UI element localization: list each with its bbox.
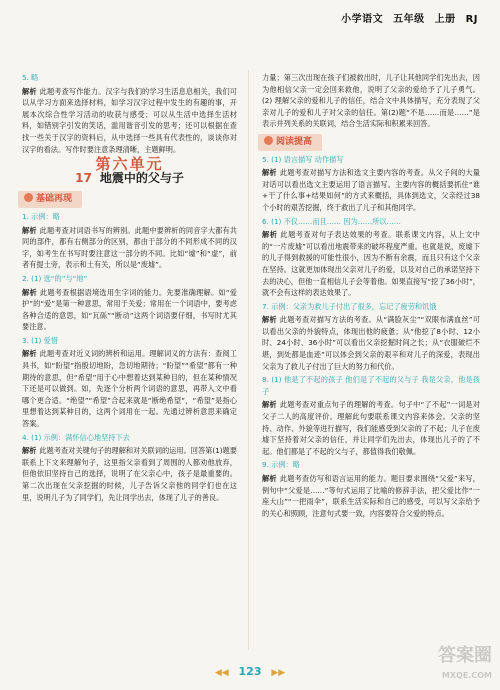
analysis-text: 此题考查对关键句子的理解和对关联词的运用。回答第(1)题要联系上下文来理解句子，这里指父亲看到了周围的人都劝他放弃，但他依旧坚持自己的选择，说明了在父亲心中，孩子是最重要的。第二次出现在父亲挖掘的时候，儿子告诉父亲他的同学们也在这里，说明儿子为了同学们，先让同学出去，体现了儿子的善良。	[22, 446, 237, 502]
analysis-tag: 解析	[22, 86, 37, 96]
analysis-text: 此题考查对词语书写的辨别。此题中要辨析的同音字大都有共同的部件，都有右侧部分的区别，都由于部分的不同形成不同的汉字，如考生在书写时要注意这一部分的不同。比如“墟”和“虚”，前者有提土旁，表示和土有关，所以是“废墟”。	[22, 225, 237, 270]
prev-arrows-icon: ◀◀	[214, 668, 229, 678]
lesson-name: 地震中的父与子	[99, 170, 184, 185]
analysis-tag: 解析	[22, 446, 37, 456]
analysis-paragraph	[262, 314, 480, 372]
question-6: 6. (1) 不仅……而且…… 因为……所以……	[262, 216, 401, 226]
analysis-paragraph	[22, 287, 237, 333]
analysis-tag: 解析	[262, 400, 277, 410]
analysis-paragraph	[22, 225, 237, 271]
subject-label: 小学语文	[341, 14, 384, 25]
analysis-text: 此题考查写作能力。汉字与我们的学习生活息息相关，我们可以从学习方面来选择材料，如学习汉字过程中发生的有趣的事，开展本次综合性学习活动的收获与感受；可以从生活中选择生活材料，如错别字引发的笑话，滥用谐音引发的思考；还可以根据在查找一些关于汉字的资料后，从中选择一些具有代表性的，谈谈你对汉字的看法。写作时要注意条理清晰，主题鲜明。	[22, 86, 237, 154]
question-5: 5. (1) 语言描写 动作描写	[262, 154, 344, 164]
unit-title: 第六单元	[95, 155, 164, 174]
lesson-number: 17	[75, 170, 92, 185]
question-7: 7. 示例：父亲为救儿子付出了很多，忘记了疲劳和饥饿	[262, 301, 437, 311]
analysis-text: 此题考查对句子表达效果的考查。联系课文内容，从上文中的“一片废墟”可以看出地震带来的破坏程度严重。也就是说，废墟下的儿子得到救援的可能性很小，因为不断有余震，而且只有这个父亲在坚持。这就更加体现出父亲对儿子的爱，以及对自己的承诺坚持下去的决心，但他一直相信儿子会等着他。如果直接写“挖了36小时”，就不会有这样的表达效果了。	[262, 230, 480, 298]
analysis-text: 此题考查仿写和语言运用的能力。题目要求围绕“父爱”来写，例句中“父爱是……”等句式运用了比喻的修辞手法，把父爱比作“一座大山”“一把雨伞”，联系生活实际和自己的感受，可以写父亲给予的关心和照顾，注意句式要一致，内容要符合父爱的特点。	[262, 474, 480, 518]
analysis-tag: 解析	[262, 474, 277, 483]
page-number: 123	[238, 665, 262, 678]
analysis-tag: 解析	[262, 168, 277, 178]
question-1: 1. 示例：略	[22, 211, 60, 221]
grade-label: 五年级	[393, 14, 425, 25]
analysis-text: 此题考查对重点句子的理解的考查。句子中“了不起”一词是对父子二人的高度评价。理解此句要联系课文内容来体会。父亲的坚持、动作、外貌等进行描写，我们能感受到父亲的了不起；儿子在废墟下坚持着对父亲的信任，并让同学们先出去，体现出儿子的了不起。他们都是了不起的父与子，都值得我们敬佩。	[262, 400, 480, 456]
section-icon	[264, 136, 273, 145]
question-number: 5. 略	[22, 73, 39, 82]
analysis-paragraph	[262, 399, 480, 457]
analysis-paragraph	[22, 86, 237, 156]
term-label: 上册	[434, 14, 456, 25]
next-arrows-icon: ▶▶	[271, 668, 286, 678]
analysis-tag: 解析	[22, 225, 37, 235]
analysis-text: 此题考查根据语境选用生字词的能力。先要准确理解。如“爱护”的“爱”是第一种意思，常用于关爱；常用在一个词语中，要考虑各种合适的意思，如“瓦砾”“断动”这两个词语要仔细，书写时尤其要注意。	[22, 287, 237, 332]
analysis-tag: 解析	[22, 287, 37, 297]
analysis-paragraph	[262, 167, 480, 213]
edition-label: RJ	[465, 14, 478, 25]
header	[0, 0, 500, 30]
analysis-paragraph	[262, 229, 480, 299]
watermark-text: 答案圈	[438, 645, 492, 666]
section-basic-bar	[18, 191, 82, 208]
analysis-tag: 解析	[262, 230, 278, 240]
lesson-title	[22, 170, 237, 185]
analysis-text: 此题考查对描写方法的考查。从“满脸灰尘”“双眼布满血丝”可以看出父亲的外貌特点，体现出他的疲惫；从“他挖了8小时、12小时、24小时、36小时”可以看出父亲挖掘时间之长；从“衣服破烂不堪，到处都是血迹”可以体会到父亲的艰辛和对儿子的深爱，表现出父亲为了救儿子付出了巨大的努力和代价。	[262, 315, 480, 371]
question-4: 4. (1) 示例：满怀信心地坚持下去	[22, 432, 130, 442]
section-icon	[24, 193, 33, 202]
right-column	[262, 72, 480, 521]
question-9: 9. 示例：略	[262, 460, 300, 470]
analysis-text: 此题考查对近义词的辨析和运用。理解词义的方法有：查阅工具书，如“盼望”指殷切地盼，急切地期待；“盼望”“希望”都有一种期待的意思，但“希望”用于心中想着达到某种目的，但在某种情况下还是可以做到。如，先逐个分析两个词语的意思，再带入文中看哪个更合适。“绝望”“希望”合起来就是“断绝希望”，“希望”是指心里想着达到某种目的，这两个词用在一起。先通过辨析意思来确定答案。	[22, 349, 237, 429]
question-8: 8. (1) 他是了不起的孩子 他们是了不起的父与子 我是父亲，他是孩子	[262, 375, 480, 396]
watermark-logo	[402, 646, 492, 686]
continued-paragraph: 力量；第三次出现在孩子们被救出时，儿子让其他同学们先出去，因为他相信父亲一定会回来救他，说明了父亲的爱给予了儿子勇气。(2) 理解父亲的爱和儿子的信任，结合文中具体描写，充分表现了父亲对儿子的爱和儿子对父亲的信任。第(2)题“不是……而是……”是表示并列关系的关联词，结合生活实际和积累来回答。	[262, 73, 480, 129]
section-reading-label: 阅读提高	[276, 136, 313, 147]
analysis-paragraph	[262, 473, 480, 519]
analysis-paragraph	[22, 348, 237, 429]
section-basic-label: 基础再现	[36, 194, 73, 205]
analysis-paragraph	[22, 445, 237, 503]
analysis-text: 此题考查对描写方法和选文主要内容的考查。从父子间的大量对话可以看出选文主要运用了语言描写。主要内容的概括要抓住“谁+干了什么事+结果如何”的方式来概括，具体到选文，父亲经过38个小时的艰苦挖掘，终于救出了儿子和其他同学。	[262, 168, 480, 212]
question-2: 2. (1) 选“的”与“地”	[22, 273, 88, 283]
column-divider	[248, 70, 249, 650]
analysis-tag: 解析	[262, 315, 277, 325]
watermark-subtext: MXQE.COM	[441, 671, 492, 680]
header-title	[335, 10, 478, 25]
analysis-tag: 解析	[22, 349, 37, 359]
section-reading-bar	[258, 134, 322, 151]
question-3: 3. (1) 爱惜	[22, 335, 58, 345]
left-column	[22, 72, 237, 505]
